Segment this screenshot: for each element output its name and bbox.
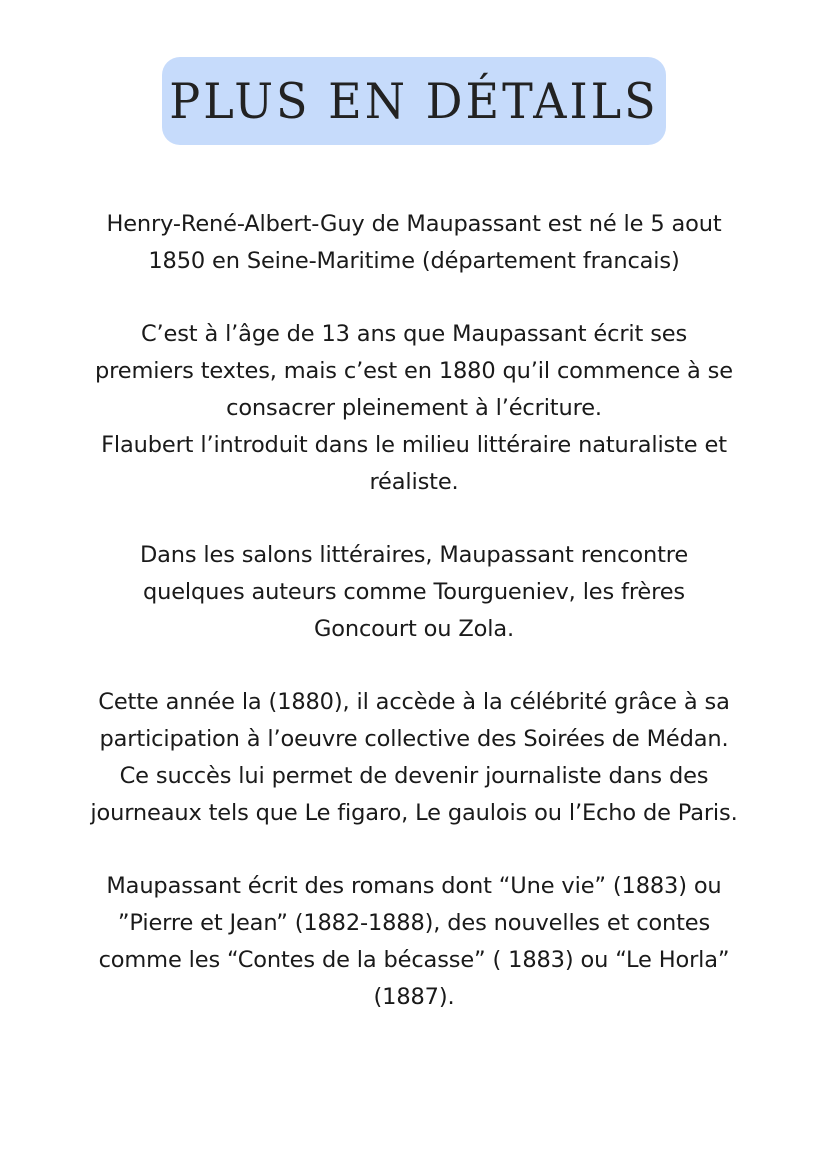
paragraph-early-writing (34, 316, 794, 501)
body-text (34, 206, 794, 1052)
text-line: Flaubert l’introduit dans le milieu littéraire naturaliste et (101, 432, 727, 458)
text-line: comme les “Contes de la bécasse” ( 1883) ou “Le Horla” (98, 947, 730, 973)
paragraph-works (34, 868, 794, 1016)
text-line: premiers textes, mais c’est en 1880 qu’il commence à se (95, 358, 733, 384)
paragraph-fame (34, 684, 794, 832)
text-line: Ce succès lui permet de devenir journaliste dans des (119, 763, 709, 789)
text-line: Maupassant écrit des romans dont “Une vie” (1883) ou (106, 873, 722, 899)
paragraph-birth (34, 206, 794, 280)
text-line: journeaux tels que Le figaro, Le gaulois ou l’Echo de Paris. (90, 800, 738, 826)
text-line: Henry-René-Albert-Guy de Maupassant est né le 5 aout (106, 211, 722, 237)
text-line: ”Pierre et Jean” (1882-1888), des nouvelles et contes (117, 910, 711, 936)
text-line: quelques auteurs comme Tourgueniev, les frères (142, 579, 686, 605)
text-line: Dans les salons littéraires, Maupassant rencontre (139, 542, 689, 568)
text-line: réaliste. (369, 469, 459, 495)
page-title: PLUS EN DÉTAILS (169, 72, 659, 130)
text-line: participation à l’oeuvre collective des Soirées de Médan. (99, 726, 729, 752)
text-line: consacrer pleinement à l’écriture. (226, 395, 602, 421)
text-line: 1850 en Seine-Maritime (département francais) (148, 248, 680, 274)
text-line: Goncourt ou Zola. (313, 616, 515, 642)
title-banner (162, 57, 666, 145)
paragraph-literary-salons (34, 537, 794, 648)
text-line: Cette année la (1880), il accède à la célébrité grâce à sa (98, 689, 730, 715)
text-line: C’est à l’âge de 13 ans que Maupassant écrit ses (140, 321, 688, 347)
text-line: (1887). (373, 984, 455, 1010)
